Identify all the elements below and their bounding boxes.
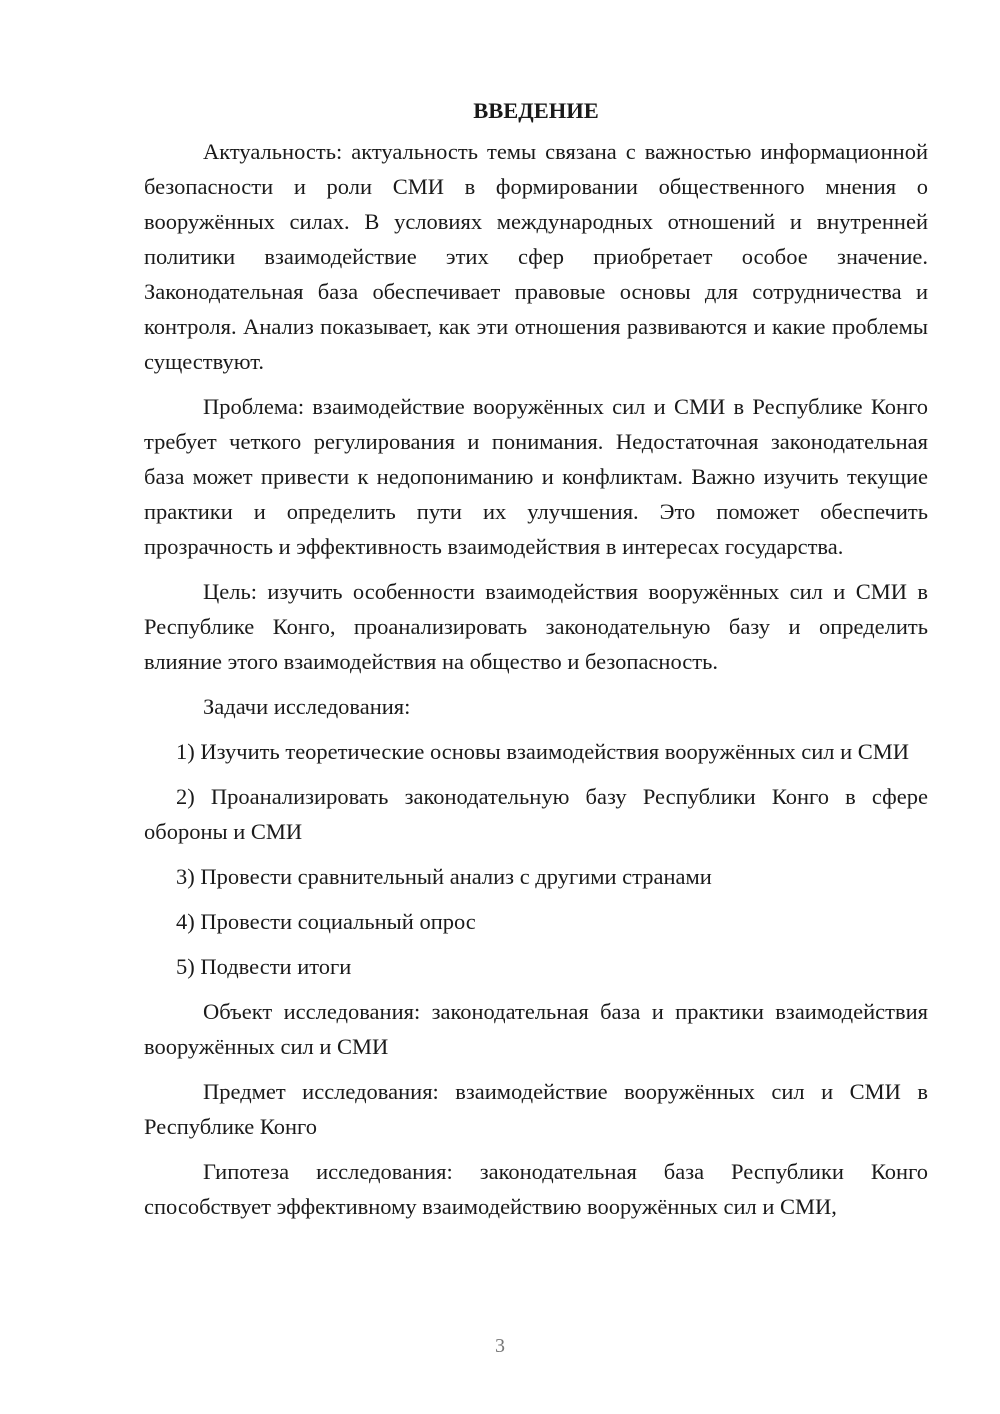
page-title: ВВЕДЕНИЕ	[473, 98, 599, 123]
paragraph-problem: Проблема: взаимодействие вооружённых сил и СМИ в Республике Конго требует четкого регулирования и понимания. Недостаточная законодательная база может привести к недопониманию и конфликтам. Важно изучить текущие практики и определить пути их улучшения. Это поможет обеспечить прозрачность и эффективность взаимодействия в интересах государства.	[144, 394, 928, 559]
task-item-2: 2) Проанализировать законодательную базу Республики Конго в сфере обороны и СМИ	[144, 784, 928, 844]
page-number: 3	[495, 1335, 505, 1357]
task-item-3: 3) Провести сравнительный анализ с другими странами	[176, 864, 712, 889]
page-content	[144, 96, 928, 1234]
paragraph-object: Объект исследования: законодательная база и практики взаимодействия вооружённых сил и СМИ	[144, 999, 928, 1059]
task-item-4: 4) Провести социальный опрос	[176, 909, 476, 934]
paragraph-hypothesis: Гипотеза исследования: законодательная база Республики Конго способствует эффективному взаимодействию вооружённых сил и СМИ,	[144, 1159, 928, 1219]
paragraph-goal: Цель: изучить особенности взаимодействия вооружённых сил и СМИ в Республике Конго, проанализировать законодательную базу и определить влияние этого взаимодействия на общество и безопасность.	[144, 579, 928, 674]
task-item-5: 5) Подвести итоги	[176, 954, 352, 979]
task-item-1: 1) Изучить теоретические основы взаимодействия вооружённых сил и СМИ	[176, 739, 910, 764]
paragraph-actuality: Актуальность: актуальность темы связана с важностью информационной безопасности и роли СМИ в формировании общественного мнения о вооружённых силах. В условиях международных отношений и внутренней политики взаимодействие этих сфер приобретает особое значение. Законодательная база обеспечивает правовые основы для сотрудничества и контроля. Анализ показывает, как эти отношения развиваются и какие проблемы существуют.	[144, 139, 928, 374]
tasks-heading: Задачи исследования:	[203, 694, 411, 719]
paragraph-subject: Предмет исследования: взаимодействие вооружённых сил и СМИ в Республике Конго	[144, 1079, 928, 1139]
